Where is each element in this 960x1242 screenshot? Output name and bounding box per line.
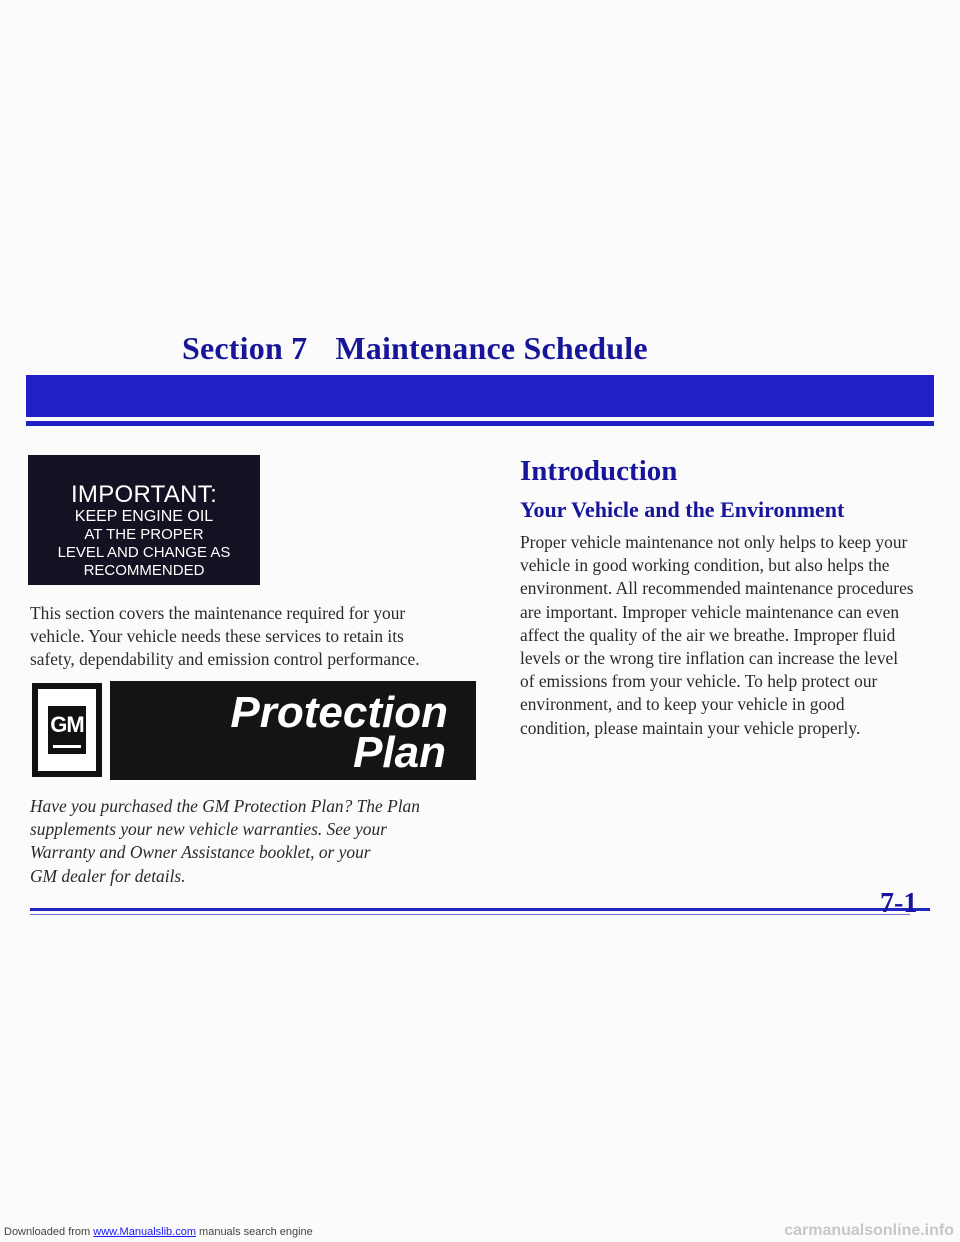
text-line: environment, and to keep your vehicle in good bbox=[520, 694, 845, 715]
text-line: affect the quality of the air we breathe. Improper fluid bbox=[520, 624, 896, 645]
text-line: safety, dependability and emission control performance. bbox=[30, 649, 420, 670]
section-number: Section 7 bbox=[182, 330, 308, 366]
maintenance-intro-text bbox=[30, 602, 484, 672]
protection-plan-line2: Plan bbox=[353, 728, 446, 777]
section-title bbox=[182, 330, 648, 367]
page-number: 7-1 bbox=[880, 888, 918, 919]
introduction-heading: Introduction bbox=[520, 455, 678, 487]
footer-rule bbox=[30, 908, 930, 911]
protection-plan-note bbox=[30, 795, 490, 888]
gm-logo-underline bbox=[53, 745, 81, 748]
text-line: vehicle. Your vehicle needs these services to retain its bbox=[30, 626, 404, 647]
footer-suffix: manuals search engine bbox=[195, 1226, 313, 1238]
header-bar-thin bbox=[26, 421, 934, 426]
gm-logo-text: GM bbox=[50, 712, 84, 737]
text-line: levels or the wrong tire inflation can increase the level bbox=[520, 648, 899, 669]
gm-logo bbox=[32, 683, 102, 777]
protection-plan-line1: Protection bbox=[230, 688, 448, 737]
important-line: AT THE PROPER bbox=[84, 526, 204, 543]
download-footer bbox=[4, 1226, 313, 1238]
footer-rule-thin bbox=[30, 914, 910, 915]
environment-text bbox=[520, 531, 940, 740]
text-line: of emissions from your vehicle. To help protect our bbox=[520, 671, 878, 692]
text-line: Have you purchased the GM Protection Plan? The Plan bbox=[30, 796, 420, 816]
protection-plan-banner bbox=[110, 681, 476, 780]
text-line: This section covers the maintenance required for your bbox=[30, 603, 406, 623]
important-title: IMPORTANT: bbox=[70, 481, 218, 508]
important-line: KEEP ENGINE OIL bbox=[74, 508, 214, 525]
text-line: vehicle in good working condition, but also helps the bbox=[520, 555, 890, 576]
watermark: carmanualsonline.info bbox=[784, 1222, 954, 1239]
text-line: environment. All recommended maintenance procedures bbox=[520, 578, 914, 599]
manualslib-link[interactable]: www.Manualslib.com bbox=[93, 1226, 196, 1238]
important-line: RECOMMENDED bbox=[83, 562, 205, 579]
text-line: Warranty and Owner Assistance booklet, or your bbox=[30, 842, 371, 863]
section-name: Maintenance Schedule bbox=[335, 330, 648, 366]
environment-subheading: Your Vehicle and the Environment bbox=[520, 497, 845, 522]
text-line: supplements your new vehicle warranties. See your bbox=[30, 819, 387, 840]
text-line: Proper vehicle maintenance not only helps to keep your bbox=[520, 532, 908, 552]
text-line: condition, please maintain your vehicle properly. bbox=[520, 717, 861, 738]
important-line: LEVEL AND CHANGE AS bbox=[57, 544, 231, 561]
header-bar bbox=[26, 375, 934, 417]
important-notice bbox=[28, 455, 260, 585]
text-line: GM dealer for details. bbox=[30, 865, 186, 886]
footer-prefix: Downloaded from bbox=[4, 1226, 94, 1238]
gm-logo-mark bbox=[48, 706, 86, 754]
text-line: are important. Improper vehicle maintenance can even bbox=[520, 601, 900, 622]
